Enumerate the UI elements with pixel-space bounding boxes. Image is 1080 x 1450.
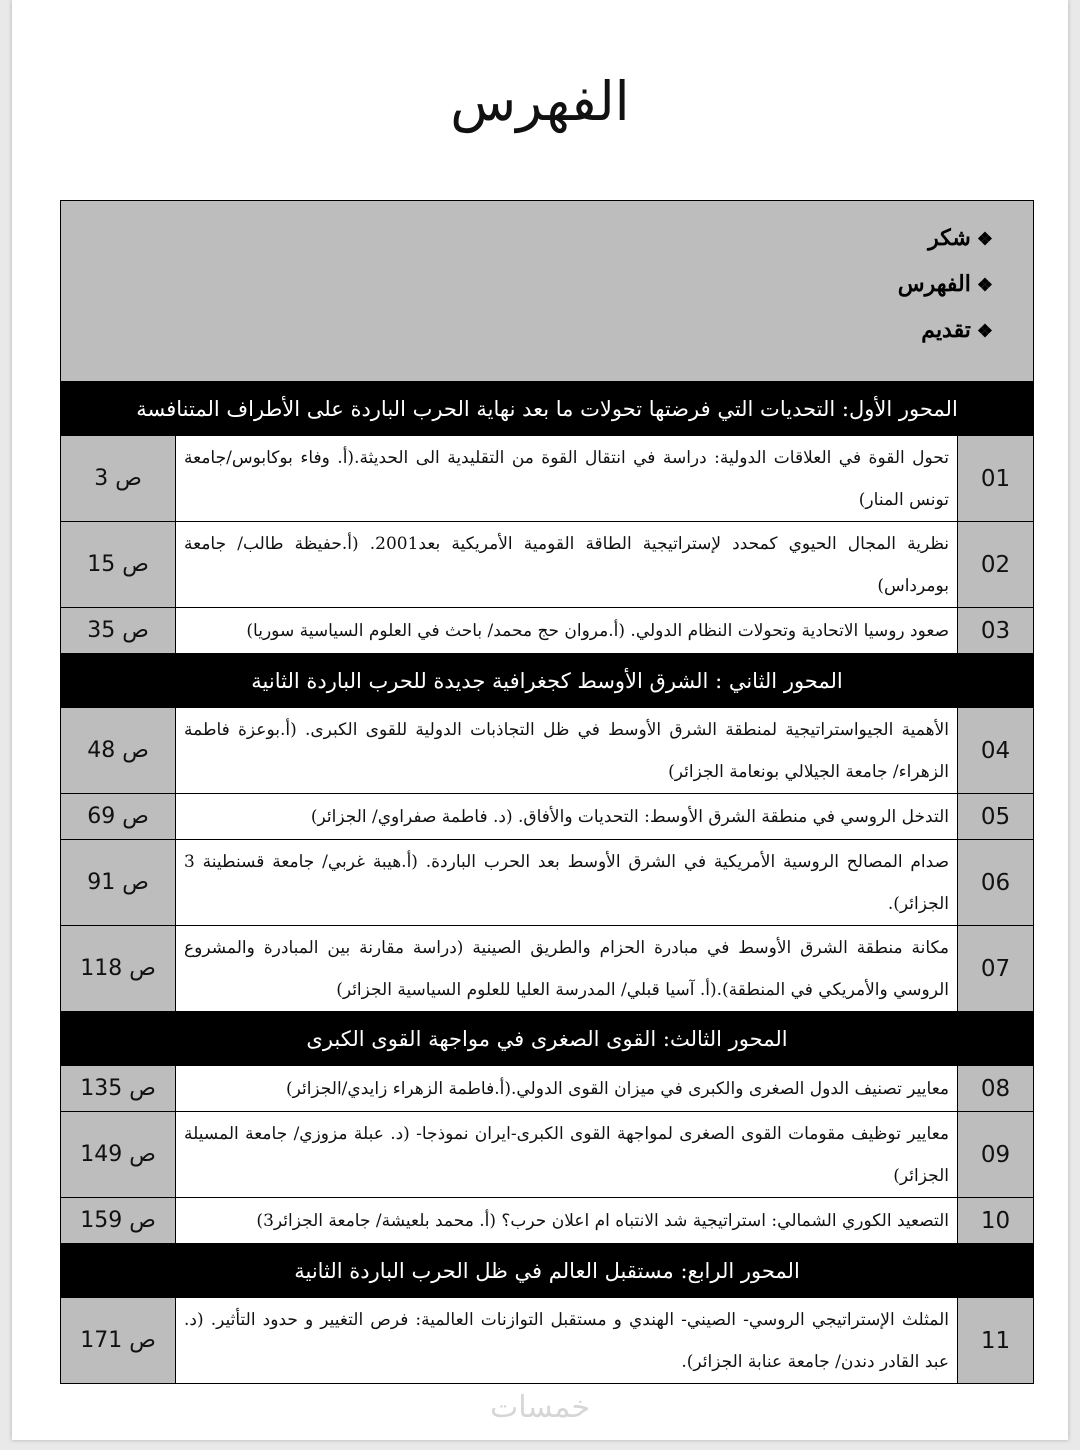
entry-number: 01 [958,436,1034,522]
entry-text: صعود روسيا الاتحادية وتحولات النظام الدولي. (أ.مروان حج محمد/ باحث في العلوم السياسية سوريا) [176,608,958,654]
toc-entry-row [61,522,1034,608]
toc-entry-row [61,1066,1034,1112]
entry-page: ص 48 [61,708,176,794]
entry-number: 08 [958,1066,1034,1112]
entry-text: مكانة منطقة الشرق الأوسط في مبادرة الحزام والطريق الصينية (دراسة مقارنة بين المبادرة والمشروع الروسي والأمريكي في المنطقة).(أ. آسيا قبلي/ المدرسة العليا للعلوم السياسية الجزائر) [176,926,958,1012]
entry-number: 02 [958,522,1034,608]
toc-entry-row [61,1198,1034,1244]
document-page [12,0,1068,1440]
intro-cell [61,201,1034,382]
entry-number: 03 [958,608,1034,654]
entry-page: ص 35 [61,608,176,654]
entry-text: نظرية المجال الحيوي كمحدد لإستراتيجية الطاقة القومية الأمريكية بعد2001. (أ.حفيظة طالب/ جامعة بومرداس) [176,522,958,608]
entry-number: 09 [958,1112,1034,1198]
section-title: المحور الأول: التحديات التي فرضتها تحولات ما بعد نهاية الحرب الباردة على الأطراف المتنافسة [61,382,1034,436]
entry-text: معايير تصنيف الدول الصغرى والكبرى في ميزان القوى الدولي.(أ.فاطمة الزهراء زايدي/الجزائر) [176,1066,958,1112]
section-title: المحور الثالث: القوى الصغرى في مواجهة القوى الكبرى [61,1012,1034,1066]
entry-number: 05 [958,794,1034,840]
section-header-row [61,1244,1034,1298]
toc-entry-row [61,794,1034,840]
toc-entry-row [61,708,1034,794]
entry-page: ص 159 [61,1198,176,1244]
watermark: خمسات [489,1390,591,1425]
entry-page: ص 135 [61,1066,176,1112]
entry-page: ص 91 [61,840,176,926]
diamond-bullet-icon: ❖ [976,229,994,250]
entry-number: 07 [958,926,1034,1012]
section-title: المحور الرابع: مستقبل العالم في ظل الحرب الباردة الثانية [61,1244,1034,1298]
entry-text: التدخل الروسي في منطقة الشرق الأوسط: التحديات والأفاق. (د. فاطمة صفراوي/ الجزائر) [176,794,958,840]
toc-entry-row [61,926,1034,1012]
entry-page: ص 149 [61,1112,176,1198]
entry-number: 06 [958,840,1034,926]
toc-table [60,200,1034,1384]
entry-page: ص 171 [61,1298,176,1384]
intro-item-label: شكر [928,225,971,251]
section-header-row [61,382,1034,436]
entry-text: صدام المصالح الروسية الأمريكية في الشرق الأوسط بعد الحرب الباردة. (أ.هيبة غربي/ جامعة قسنطينة 3 الجزائر). [176,840,958,926]
intro-item-foreword [61,307,993,353]
toc-entry-row [61,436,1034,522]
entry-page: ص 69 [61,794,176,840]
entry-page: ص 3 [61,436,176,522]
entry-number: 11 [958,1298,1034,1384]
entry-text: المثلث الإستراتيجي الروسي- الصيني- الهندي و مستقبل التوازنات العالمية: فرص التغيير و حدود التأثير. (د. عبد القادر دندن/ جامعة عنابة الجزائر). [176,1298,958,1384]
intro-item-label: تقديم [921,317,971,343]
toc-entry-row [61,1112,1034,1198]
page-title: الفهرس [450,70,630,133]
diamond-bullet-icon: ❖ [976,321,994,342]
intro-item-thanks [61,215,993,261]
entry-number: 10 [958,1198,1034,1244]
entry-text: معايير توظيف مقومات القوى الصغرى لمواجهة القوى الكبرى-ايران نموذجا- (د. عبلة مزوزي/ جامعة المسيلة الجزائر) [176,1112,958,1198]
toc-entry-row [61,840,1034,926]
entry-text: تحول القوة في العلاقات الدولية: دراسة في انتقال القوة من التقليدية الى الحديثة.(أ. وفاء بوكابوس/جامعة تونس المنار) [176,436,958,522]
entry-text: التصعيد الكوري الشمالي: استراتيجية شد الانتباه ام اعلان حرب؟ (أ. محمد بلعيشة/ جامعة الجزائر3) [176,1198,958,1244]
intro-item-index [61,261,993,307]
section-title: المحور الثاني : الشرق الأوسط كجغرافية جديدة للحرب الباردة الثانية [61,654,1034,708]
entry-number: 04 [958,708,1034,794]
toc-entry-row [61,1298,1034,1384]
intro-row [61,201,1034,382]
entry-page: ص 15 [61,522,176,608]
section-header-row [61,654,1034,708]
toc-entry-row [61,608,1034,654]
entry-text: الأهمية الجيواستراتيجية لمنطقة الشرق الأوسط في ظل التجاذبات الدولية للقوى الكبرى. (أ.بوعزة فاطمة الزهراء/ جامعة الجيلالي بونعامة الجزائر) [176,708,958,794]
section-header-row [61,1012,1034,1066]
intro-item-label: الفهرس [897,271,971,297]
diamond-bullet-icon: ❖ [976,275,994,296]
entry-page: ص 118 [61,926,176,1012]
